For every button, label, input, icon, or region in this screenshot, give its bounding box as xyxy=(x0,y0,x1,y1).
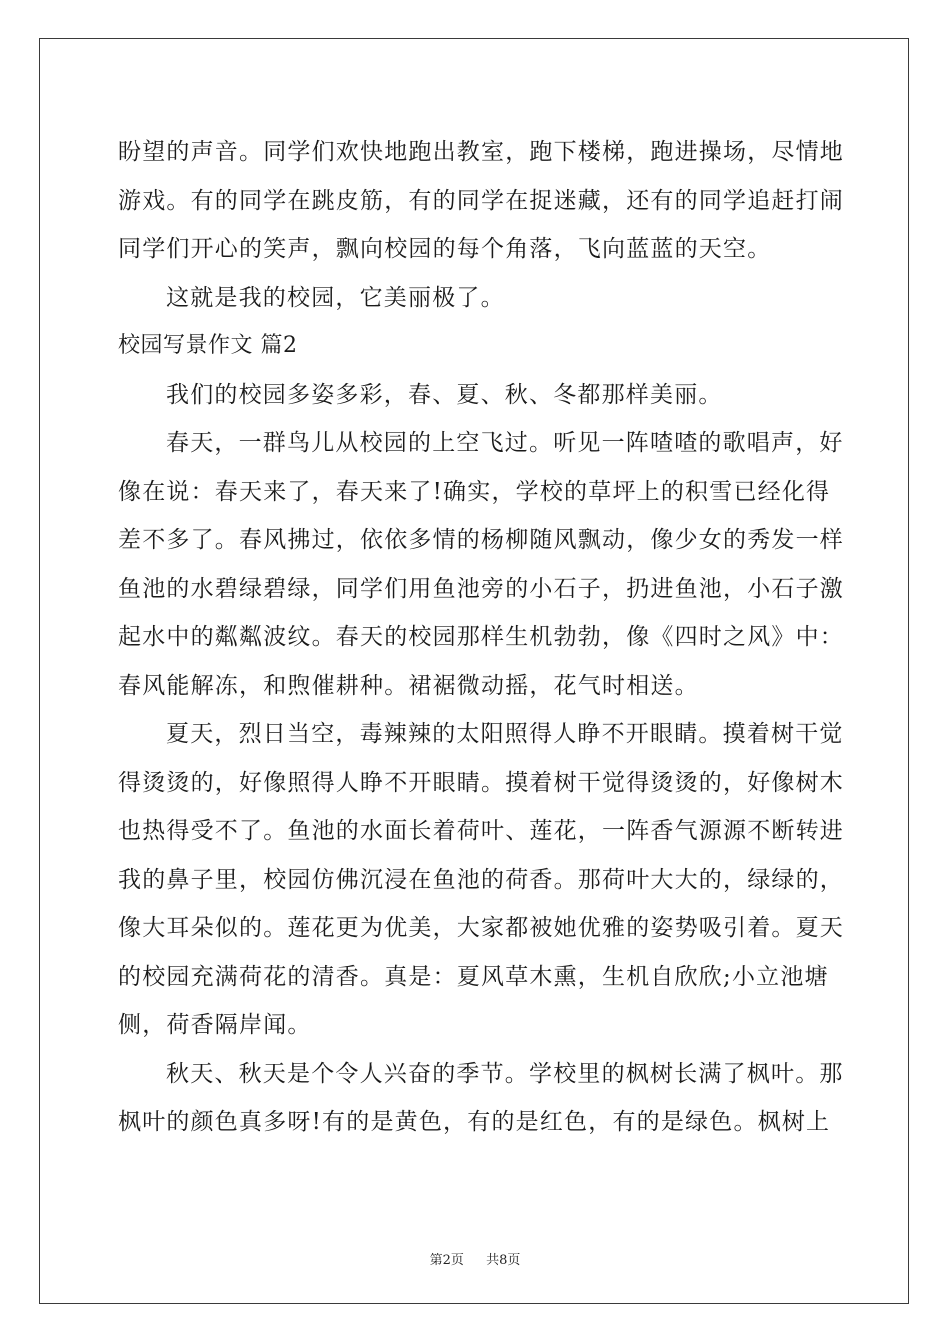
text-line: 这就是我的校园，它美丽极了。 xyxy=(166,284,505,311)
text-line: 春风能解冻，和煦催耕种。裙裾微动摇，花气时相送。 xyxy=(118,672,699,699)
text-line: 秋天、秋天是个令人兴奋的季节。学校里的枫树长满了枫叶。那 xyxy=(166,1060,844,1087)
text-line: 也热得受不了。鱼池的水面长着荷叶、莲花，一阵香气源源不断转进 xyxy=(118,818,844,844)
page-number-current: 第2页 xyxy=(429,1253,464,1268)
text-line: 游戏。有的同学在跳皮筋，有的同学在捉迷藏，还有的同学追赶打闹 xyxy=(118,187,844,214)
text-line: 像大耳朵似的。莲花更为优美，大家都被她优雅的姿势吸引着。夏天 xyxy=(118,915,844,941)
text-line: 的校园充满荷花的清香。真是：夏风草木熏，生机自欣欣;小立池塘 xyxy=(118,963,829,990)
text-line: 像在说：春天来了，春天来了!确实，学校的草坪上的积雪已经化得 xyxy=(118,478,831,505)
text-line: 得烫烫的，好像照得人睁不开眼睛。摸着树干觉得烫烫的，好像树木 xyxy=(118,769,844,796)
text-line: 我们的校园多姿多彩，春、夏、秋、冬都那样美丽。 xyxy=(166,381,723,408)
document-body xyxy=(118,128,844,1147)
section-heading: 校园写景作文 篇2 xyxy=(118,333,298,358)
text-line: 盼望的声音。同学们欢快地跑出教室，跑下楼梯，跑进操场，尽情地 xyxy=(118,139,844,165)
text-line: 鱼池的水碧绿碧绿，同学们用鱼池旁的小石子，扔进鱼池，小石子激 xyxy=(118,575,844,602)
text-line: 差不多了。春风拂过，依依多情的杨柳随风飘动，像少女的秀发一样 xyxy=(118,527,844,553)
text-line: 我的鼻子里，校园仿佛沉浸在鱼池的荷香。那荷叶大大的，绿绿的， xyxy=(118,866,844,893)
text-line: 侧，荷香隔岸闻。 xyxy=(118,1012,312,1038)
text-line: 夏天，烈日当空，毒辣辣的太阳照得人睁不开眼睛。摸着树干觉 xyxy=(166,721,844,747)
text-line: 春天，一群鸟儿从校园的上空飞过。听见一阵喳喳的歌唱声，好 xyxy=(166,430,844,456)
page-number-total: 共8页 xyxy=(486,1253,521,1268)
page-footer xyxy=(0,1249,950,1268)
text-line: 起水中的粼粼波纹。春天的校园那样生机勃勃，像《四时之风》中： xyxy=(118,624,844,650)
text-line: 同学们开心的笑声，飘向校园的每个角落，飞向蓝蓝的天空。 xyxy=(118,236,772,262)
text-line: 枫叶的颜色真多呀!有的是黄色，有的是红色，有的是绿色。枫树上 xyxy=(118,1109,831,1135)
